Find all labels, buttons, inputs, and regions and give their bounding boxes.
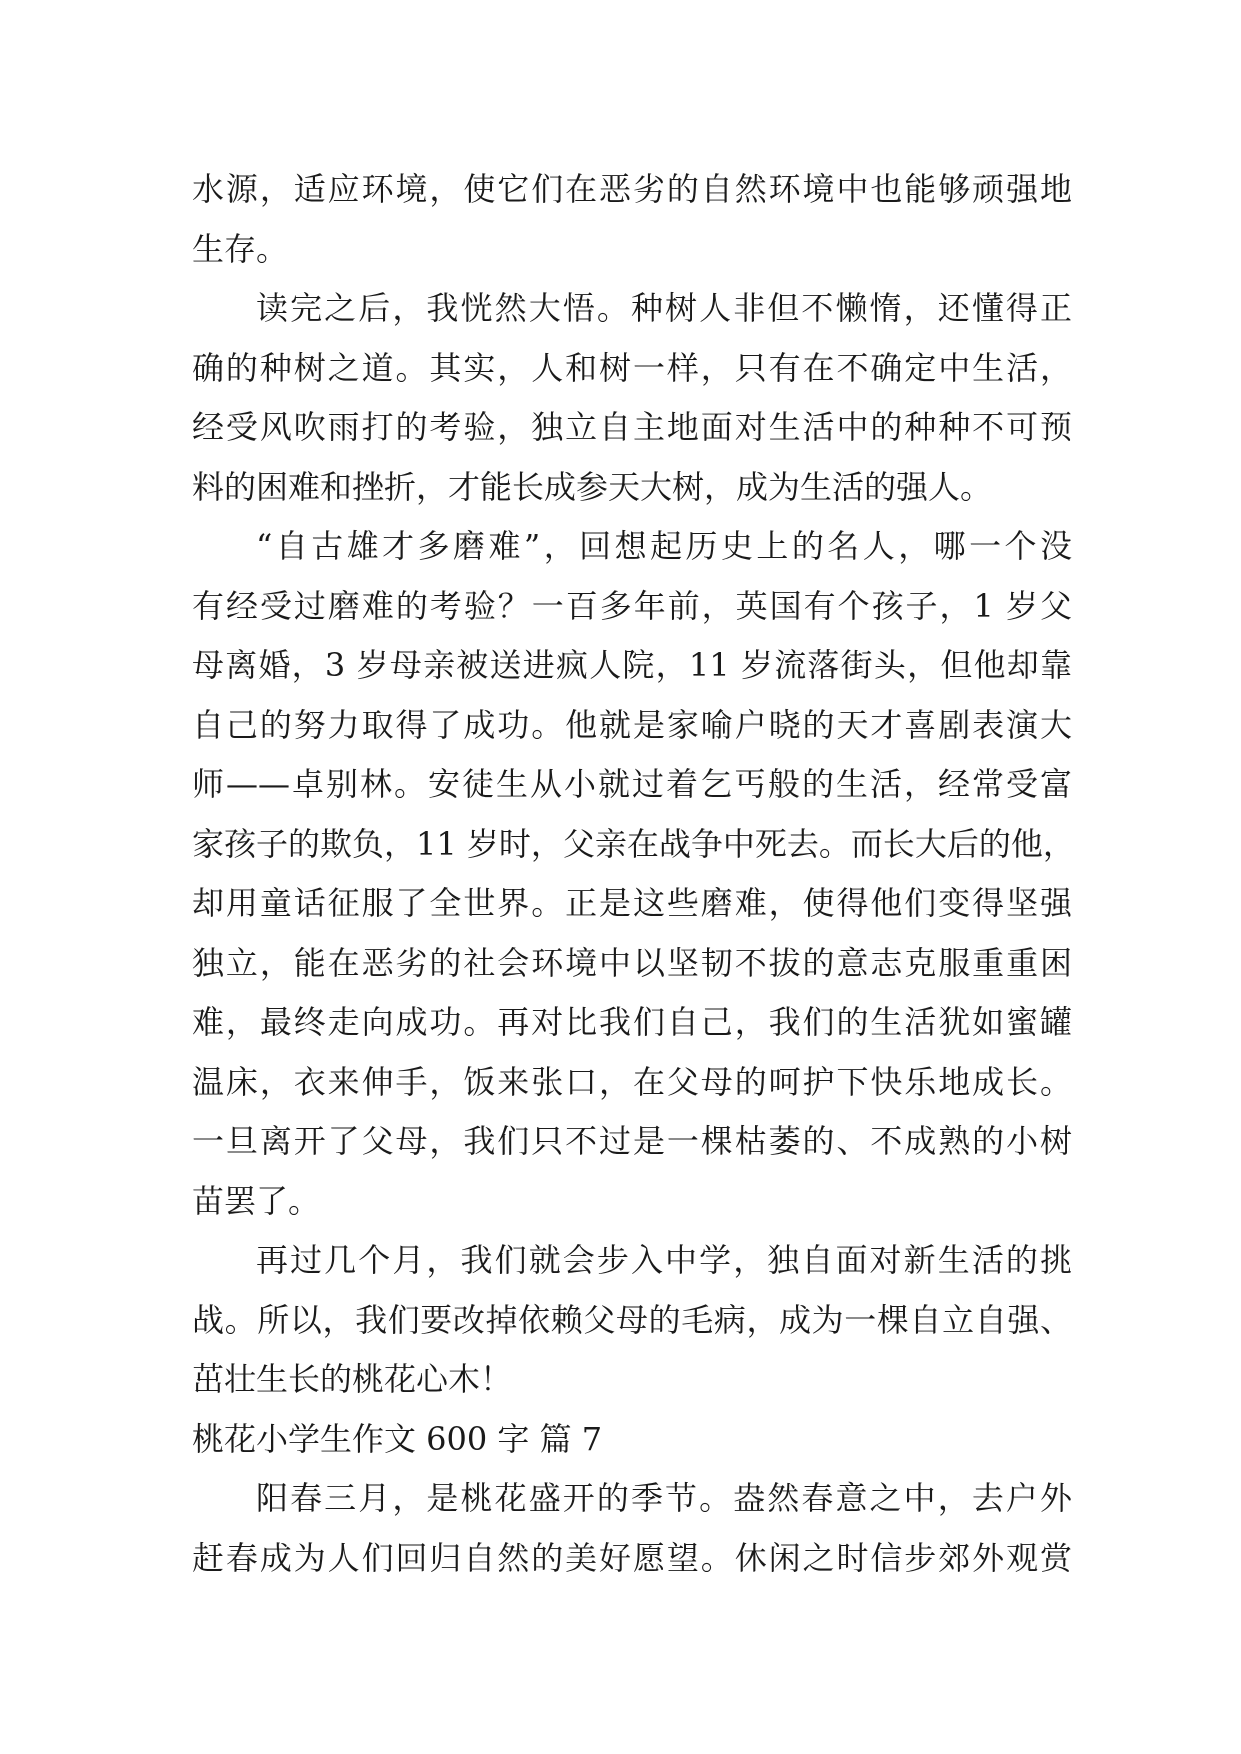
text-line: 茁壮生长的桃花心木！ [192,1360,513,1398]
text-line: 料的困难和挫折，才能长成参天大树，成为生活的强人。 [192,467,993,506]
paragraph-first-line: 再过几个月，我们就会步入中学，独自面对新生活的挑 [256,1241,1072,1279]
text-line: 赶春成为人们回归自然的美好愿望。休闲之时信步郊外观赏 [192,1538,1072,1577]
text-line: 战。所以，我们要改掉依赖父母的毛病，成为一棵自立自强、 [192,1300,1072,1339]
text-line: 家孩子的欺负，11 岁时，父亲在战争中死去。而长大后的他， [192,824,1075,863]
text-line: 苗罢了。 [192,1181,321,1220]
paragraph-first-line: “自古雄才多磨难”，回想起历史上的名人，哪一个没 [256,527,1072,565]
text-line: 母离婚，3 岁母亲被送进疯人院，11 岁流落街头，但他却靠 [192,646,1072,684]
text-line: 经受风吹雨打的考验，独立自主地面对生活中的种种不可预 [192,408,1072,446]
text-line: 自己的努力取得了成功。他就是家喻户晓的天才喜剧表演大 [192,705,1072,744]
text-line: 有经受过磨难的考验？一百多年前，英国有个孩子，1 岁父 [192,586,1072,625]
text-line: 难，最终走向成功。再对比我们自己，我们的生活犹如蜜罐 [192,1003,1072,1041]
paragraph-first-line: 读完之后，我恍然大悟。种树人非但不懒惰，还懂得正 [256,289,1072,327]
text-line: 独立，能在恶劣的社会环境中以坚韧不拔的意志克服重重困 [192,943,1072,982]
section-heading: 桃花小学生作文 600 字 篇 7 [192,1419,603,1458]
text-line: 却用童话征服了全世界。正是这些磨难，使得他们变得坚强 [192,884,1072,922]
body-text [192,160,1075,1588]
paragraph-first-line: 阳春三月，是桃花盛开的季节。盎然春意之中，去户外 [256,1479,1072,1517]
text-line: 师——卓别林。安徒生从小就过着乞丐般的生活，经常受富 [192,765,1072,803]
text-line: 一旦离开了父母，我们只不过是一棵枯萎的、不成熟的小树 [192,1122,1072,1160]
text-line: 确的种树之道。其实，人和树一样，只有在不确定中生活， [192,348,1072,387]
text-line: 水源，适应环境，使它们在恶劣的自然环境中也能够顽强地 [192,170,1072,208]
text-line: 温床，衣来伸手，饭来张口，在父母的呵护下快乐地成长。 [192,1062,1072,1101]
text-line: 生存。 [192,229,289,268]
